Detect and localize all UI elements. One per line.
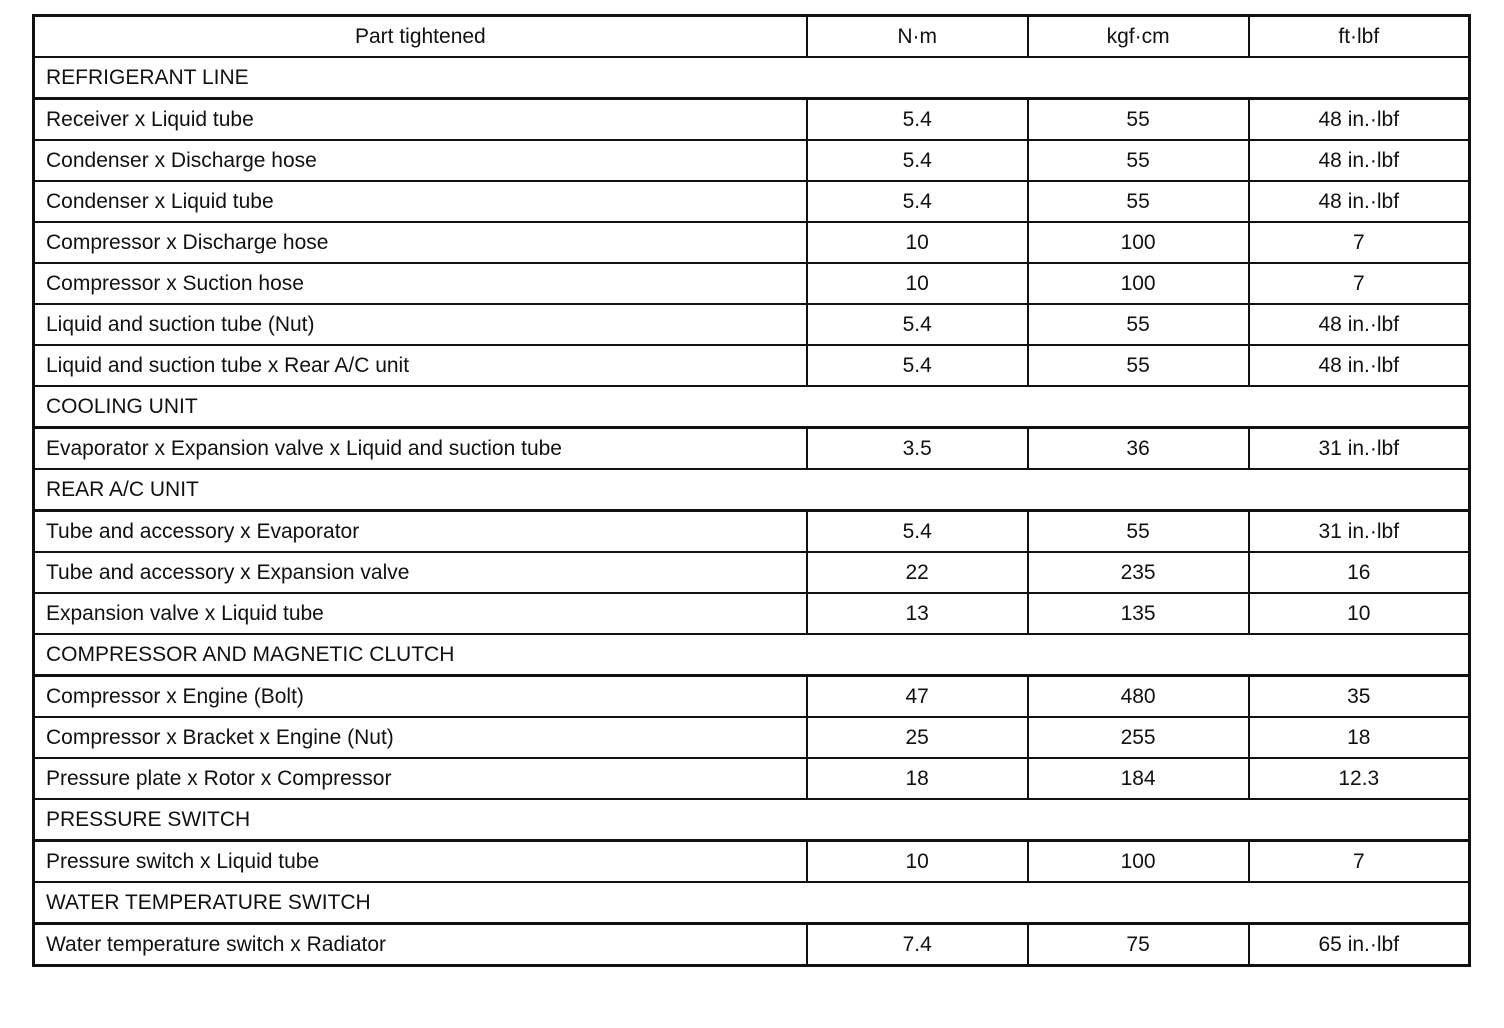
section-title: COMPRESSOR AND MAGNETIC CLUTCH bbox=[34, 634, 1470, 676]
cell-part-tightened: Condenser x Liquid tube bbox=[34, 181, 807, 222]
cell-ft-lbf: 48 in.·lbf bbox=[1249, 304, 1470, 345]
cell-part-tightened: Expansion valve x Liquid tube bbox=[34, 593, 807, 634]
table-row bbox=[34, 222, 1470, 263]
header-nm: N·m bbox=[807, 16, 1028, 58]
header-part-tightened: Part tightened bbox=[34, 16, 807, 58]
torque-specification-table bbox=[32, 14, 1471, 967]
cell-kgf-cm: 255 bbox=[1028, 717, 1249, 758]
table-row bbox=[34, 99, 1470, 141]
cell-kgf-cm: 55 bbox=[1028, 511, 1249, 553]
cell-nm: 47 bbox=[807, 676, 1028, 718]
cell-part-tightened: Compressor x Engine (Bolt) bbox=[34, 676, 807, 718]
cell-part-tightened: Compressor x Bracket x Engine (Nut) bbox=[34, 717, 807, 758]
cell-kgf-cm: 55 bbox=[1028, 99, 1249, 141]
cell-kgf-cm: 55 bbox=[1028, 345, 1249, 386]
cell-ft-lbf: 48 in.·lbf bbox=[1249, 140, 1470, 181]
section-row bbox=[34, 882, 1470, 924]
cell-ft-lbf: 12.3 bbox=[1249, 758, 1470, 799]
section-row bbox=[34, 634, 1470, 676]
section-title: WATER TEMPERATURE SWITCH bbox=[34, 882, 1470, 924]
cell-kgf-cm: 55 bbox=[1028, 181, 1249, 222]
cell-part-tightened: Receiver x Liquid tube bbox=[34, 99, 807, 141]
cell-kgf-cm: 100 bbox=[1028, 841, 1249, 883]
cell-ft-lbf: 48 in.·lbf bbox=[1249, 181, 1470, 222]
cell-kgf-cm: 100 bbox=[1028, 222, 1249, 263]
header-ft-lbf: ft·lbf bbox=[1249, 16, 1470, 58]
cell-part-tightened: Compressor x Suction hose bbox=[34, 263, 807, 304]
section-title: PRESSURE SWITCH bbox=[34, 799, 1470, 841]
table-row bbox=[34, 428, 1470, 470]
cell-part-tightened: Water temperature switch x Radiator bbox=[34, 924, 807, 966]
cell-nm: 18 bbox=[807, 758, 1028, 799]
table-row bbox=[34, 511, 1470, 553]
header-row bbox=[34, 16, 1470, 58]
section-row bbox=[34, 386, 1470, 428]
table-row bbox=[34, 841, 1470, 883]
cell-ft-lbf: 16 bbox=[1249, 552, 1470, 593]
cell-kgf-cm: 135 bbox=[1028, 593, 1249, 634]
section-row bbox=[34, 57, 1470, 99]
section-title: COOLING UNIT bbox=[34, 386, 1470, 428]
cell-nm: 5.4 bbox=[807, 345, 1028, 386]
cell-nm: 3.5 bbox=[807, 428, 1028, 470]
cell-part-tightened: Pressure plate x Rotor x Compressor bbox=[34, 758, 807, 799]
cell-nm: 5.4 bbox=[807, 99, 1028, 141]
cell-part-tightened: Tube and accessory x Expansion valve bbox=[34, 552, 807, 593]
cell-kgf-cm: 100 bbox=[1028, 263, 1249, 304]
section-title: REAR A/C UNIT bbox=[34, 469, 1470, 511]
table-row bbox=[34, 304, 1470, 345]
cell-nm: 7.4 bbox=[807, 924, 1028, 966]
cell-ft-lbf: 35 bbox=[1249, 676, 1470, 718]
cell-ft-lbf: 7 bbox=[1249, 841, 1470, 883]
cell-kgf-cm: 55 bbox=[1028, 140, 1249, 181]
cell-part-tightened: Evaporator x Expansion valve x Liquid and suction tube bbox=[34, 428, 807, 470]
cell-ft-lbf: 65 in.·lbf bbox=[1249, 924, 1470, 966]
cell-part-tightened: Liquid and suction tube x Rear A/C unit bbox=[34, 345, 807, 386]
cell-kgf-cm: 235 bbox=[1028, 552, 1249, 593]
cell-ft-lbf: 48 in.·lbf bbox=[1249, 345, 1470, 386]
cell-ft-lbf: 31 in.·lbf bbox=[1249, 511, 1470, 553]
table-row bbox=[34, 717, 1470, 758]
cell-ft-lbf: 18 bbox=[1249, 717, 1470, 758]
table-row bbox=[34, 758, 1470, 799]
table-row bbox=[34, 140, 1470, 181]
section-row bbox=[34, 799, 1470, 841]
cell-ft-lbf: 10 bbox=[1249, 593, 1470, 634]
cell-nm: 5.4 bbox=[807, 511, 1028, 553]
table-row bbox=[34, 345, 1470, 386]
table-body bbox=[34, 57, 1470, 966]
table-row bbox=[34, 924, 1470, 966]
cell-kgf-cm: 55 bbox=[1028, 304, 1249, 345]
table-row bbox=[34, 593, 1470, 634]
cell-nm: 5.4 bbox=[807, 304, 1028, 345]
cell-part-tightened: Compressor x Discharge hose bbox=[34, 222, 807, 263]
cell-ft-lbf: 7 bbox=[1249, 222, 1470, 263]
cell-ft-lbf: 7 bbox=[1249, 263, 1470, 304]
cell-nm: 25 bbox=[807, 717, 1028, 758]
table-row bbox=[34, 181, 1470, 222]
cell-nm: 5.4 bbox=[807, 181, 1028, 222]
cell-nm: 5.4 bbox=[807, 140, 1028, 181]
cell-kgf-cm: 36 bbox=[1028, 428, 1249, 470]
table-row bbox=[34, 552, 1470, 593]
cell-nm: 22 bbox=[807, 552, 1028, 593]
cell-kgf-cm: 184 bbox=[1028, 758, 1249, 799]
cell-nm: 13 bbox=[807, 593, 1028, 634]
cell-part-tightened: Pressure switch x Liquid tube bbox=[34, 841, 807, 883]
cell-part-tightened: Liquid and suction tube (Nut) bbox=[34, 304, 807, 345]
cell-nm: 10 bbox=[807, 222, 1028, 263]
cell-ft-lbf: 48 in.·lbf bbox=[1249, 99, 1470, 141]
cell-kgf-cm: 480 bbox=[1028, 676, 1249, 718]
table-row bbox=[34, 263, 1470, 304]
table-row bbox=[34, 676, 1470, 718]
cell-kgf-cm: 75 bbox=[1028, 924, 1249, 966]
section-row bbox=[34, 469, 1470, 511]
section-title: REFRIGERANT LINE bbox=[34, 57, 1470, 99]
cell-nm: 10 bbox=[807, 263, 1028, 304]
cell-ft-lbf: 31 in.·lbf bbox=[1249, 428, 1470, 470]
header-kgf-cm: kgf·cm bbox=[1028, 16, 1249, 58]
cell-nm: 10 bbox=[807, 841, 1028, 883]
cell-part-tightened: Tube and accessory x Evaporator bbox=[34, 511, 807, 553]
cell-part-tightened: Condenser x Discharge hose bbox=[34, 140, 807, 181]
